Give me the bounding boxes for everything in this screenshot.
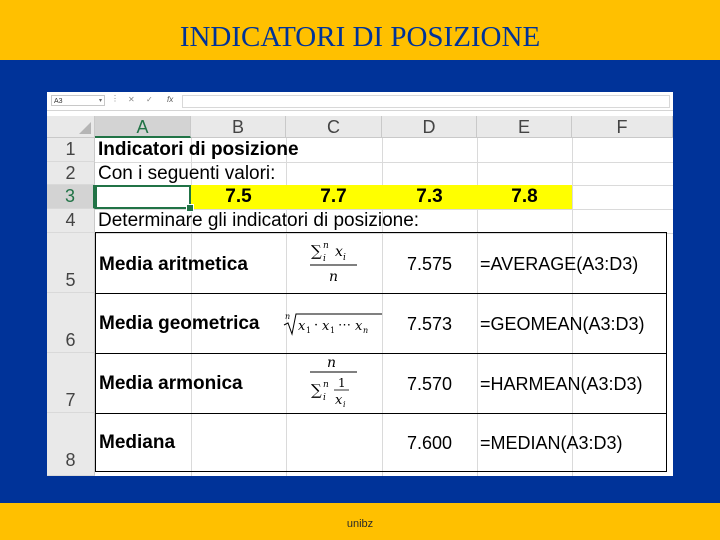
indicator-value[interactable]: 7.573 bbox=[406, 314, 453, 334]
svg-text:x: x bbox=[322, 319, 330, 334]
indicator-name[interactable]: Media geometrica bbox=[99, 313, 260, 334]
svg-text:n: n bbox=[363, 326, 369, 335]
cell-e3[interactable]: 7.8 bbox=[511, 186, 538, 207]
checkmark-icon[interactable]: ✓ bbox=[146, 95, 153, 104]
select-all-corner[interactable] bbox=[47, 116, 95, 138]
svg-text:i: i bbox=[343, 400, 346, 409]
formula-input[interactable] bbox=[182, 95, 670, 108]
harmonic-mean-formula bbox=[309, 353, 361, 413]
svg-text:i: i bbox=[343, 253, 346, 263]
table-row-divider bbox=[95, 293, 667, 294]
row-header-8[interactable]: 8 bbox=[47, 413, 95, 476]
cell-c3[interactable]: 7.7 bbox=[320, 186, 347, 207]
row-header-2[interactable]: 2 bbox=[47, 162, 95, 185]
svg-text:x: x bbox=[298, 319, 306, 334]
column-header-d[interactable]: D bbox=[382, 116, 477, 138]
row-header-7[interactable]: 7 bbox=[47, 353, 95, 413]
indicator-excel-formula[interactable]: =AVERAGE(A3:D3) bbox=[480, 254, 639, 274]
vertical-dots-icon: ⋮ bbox=[111, 94, 119, 103]
formula-bar bbox=[47, 92, 673, 111]
indicator-name[interactable]: Media aritmetica bbox=[99, 254, 248, 275]
indicator-name[interactable]: Media armonica bbox=[99, 373, 243, 394]
cross-icon[interactable]: ✕ bbox=[128, 95, 135, 104]
svg-text:∑: ∑ bbox=[311, 381, 322, 399]
cell-a4[interactable]: Determinare gli indicatori di posizione: bbox=[98, 210, 420, 231]
indicator-value[interactable]: 7.570 bbox=[406, 374, 453, 394]
svg-text:x: x bbox=[335, 244, 343, 260]
name-box-value: A3 bbox=[54, 98, 63, 105]
svg-text:⋯: ⋯ bbox=[338, 318, 351, 333]
column-header-a[interactable]: A bbox=[95, 116, 191, 138]
row-header-4[interactable]: 4 bbox=[47, 209, 95, 233]
row-header-1[interactable]: 1 bbox=[47, 138, 95, 162]
svg-text:x: x bbox=[335, 393, 343, 408]
geometric-mean-formula bbox=[282, 310, 384, 338]
column-header-b[interactable]: B bbox=[191, 116, 286, 138]
svg-text:n: n bbox=[285, 312, 291, 321]
column-header-c[interactable]: C bbox=[286, 116, 382, 138]
indicator-excel-formula[interactable]: =MEDIAN(A3:D3) bbox=[480, 433, 623, 453]
active-cell-a3[interactable] bbox=[95, 185, 191, 209]
svg-text:1: 1 bbox=[306, 326, 312, 335]
indicator-value[interactable]: 7.600 bbox=[406, 433, 453, 453]
indicator-value[interactable]: 7.575 bbox=[406, 254, 453, 274]
excel-screenshot bbox=[47, 92, 673, 476]
svg-text:i: i bbox=[323, 254, 326, 264]
column-header-f[interactable]: F bbox=[572, 116, 673, 138]
cell-d3[interactable]: 7.3 bbox=[416, 186, 443, 207]
svg-text:n: n bbox=[329, 269, 339, 285]
table-row-divider bbox=[95, 413, 667, 414]
select-all-icon bbox=[79, 122, 91, 134]
name-box[interactable] bbox=[51, 95, 105, 106]
svg-text:x: x bbox=[355, 319, 363, 334]
svg-text:n: n bbox=[323, 380, 329, 390]
svg-text:·: · bbox=[314, 318, 319, 333]
column-header-e[interactable]: E bbox=[477, 116, 572, 138]
cell-a2[interactable]: Con i seguenti valori: bbox=[98, 163, 276, 184]
svg-text:n: n bbox=[323, 241, 329, 251]
svg-text:1: 1 bbox=[338, 376, 346, 390]
table-row-divider bbox=[95, 353, 667, 354]
svg-text:n: n bbox=[327, 355, 337, 371]
chevron-down-icon[interactable]: ▾ bbox=[98, 98, 102, 104]
row-header-6[interactable]: 6 bbox=[47, 293, 95, 353]
indicator-excel-formula[interactable]: =GEOMEAN(A3:D3) bbox=[480, 314, 645, 334]
fx-icon[interactable]: fx bbox=[167, 95, 174, 104]
slide-title: INDICATORI DI POSIZIONE bbox=[179, 21, 541, 53]
cell-b3[interactable]: 7.5 bbox=[225, 186, 252, 207]
row-header-5[interactable]: 5 bbox=[47, 233, 95, 293]
cell-a1[interactable]: Indicatori di posizione bbox=[98, 139, 299, 160]
indicator-excel-formula[interactable]: =HARMEAN(A3:D3) bbox=[480, 374, 643, 394]
footer-text: unibz bbox=[346, 518, 374, 530]
indicator-name[interactable]: Mediana bbox=[99, 432, 176, 453]
arithmetic-mean-formula bbox=[309, 236, 361, 288]
svg-text:1: 1 bbox=[330, 326, 336, 335]
row-header-3[interactable]: 3 bbox=[47, 185, 95, 209]
svg-text:i: i bbox=[323, 393, 326, 403]
svg-text:∑: ∑ bbox=[311, 242, 322, 260]
